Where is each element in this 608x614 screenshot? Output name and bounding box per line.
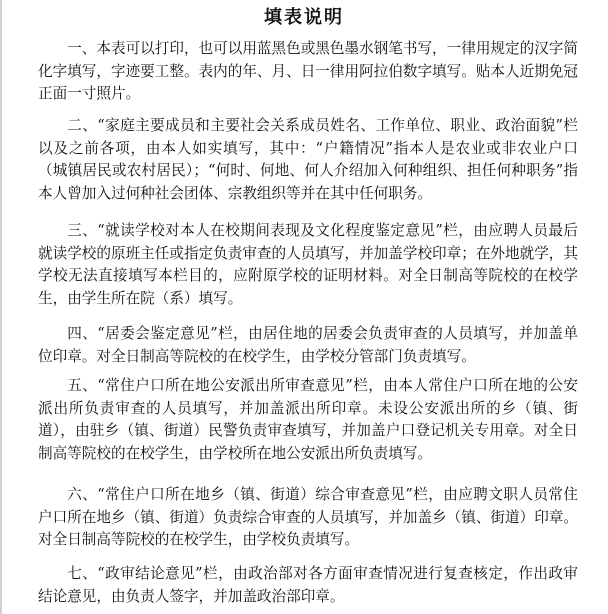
- document-title: 填表说明: [264, 7, 344, 28]
- instruction-paragraph-4: 四、“居委会鉴定意见”栏，由居住地的居委会负责审查的人员填写，并加盖单位印章。对全日制高等院校的在校学生，由学校分管部门负责填写。: [38, 325, 578, 365]
- instruction-paragraph-6: 六、“常住户口所在地乡（镇、街道）综合审查意见”栏，由应聘文职人员常住户口所在地乡（镇、街道）负责综合审查的人员填写，并加盖乡（镇、街道）印章。对全日制高等院校的在校学生，由学校负责填写。: [38, 486, 578, 548]
- instruction-paragraph-7: 七、“政审结论意见”栏，由政治部对各方面审查情况进行复查核定，作出政审结论意见，由负责人签字，并加盖政治部印章。: [38, 565, 578, 605]
- instruction-paragraph-5: 五、“常住户口所在地公安派出所审查意见”栏，由本人常住户口所在地的公安派出所负责审查的人员填写，并加盖派出所印章。未设公安派出所的乡（镇、街道），由驻乡（镇、街道）民警负责审查填写，并加盖户口登记机关专用章。对全日制高等院校的在校学生，由学校所在地公安派出所负责填写。: [38, 377, 578, 462]
- instruction-paragraph-1: 一、本表可以打印，也可以用蓝黑色或黑色墨水钢笔书写，一律用规定的汉字简化字填写，字迹要工整。表内的年、月、日一律用阿拉伯数字填写。贴本人近期免冠正面一寸照片。: [38, 40, 578, 102]
- instruction-paragraph-2: 二、“家庭主要成员和主要社会关系成员姓名、工作单位、职业、政治面貌”栏以及之前各项，由本人如实填写，其中：“户籍情况”指本人是农业或非农业户口（城镇居民或农村居民）；“何时、何地、何人介绍加入何种组织、担任何种职务”指本人曾加入过何种社会团体、宗教组织等并在其中任何职务。: [38, 117, 578, 202]
- left-border-line: [0, 0, 2, 614]
- instruction-paragraph-3: 三、“就读学校对本人在校期间表现及文化程度鉴定意见”栏，由应聘人员最后就读学校的原班主任或指定负责审查的人员填写，并加盖学校印章；在外地就学，其学校无法直接填写本栏目的，应附原学校的证明材料。对全日制高等院校的在校学生，由学生所在院（系）填写。: [38, 222, 578, 307]
